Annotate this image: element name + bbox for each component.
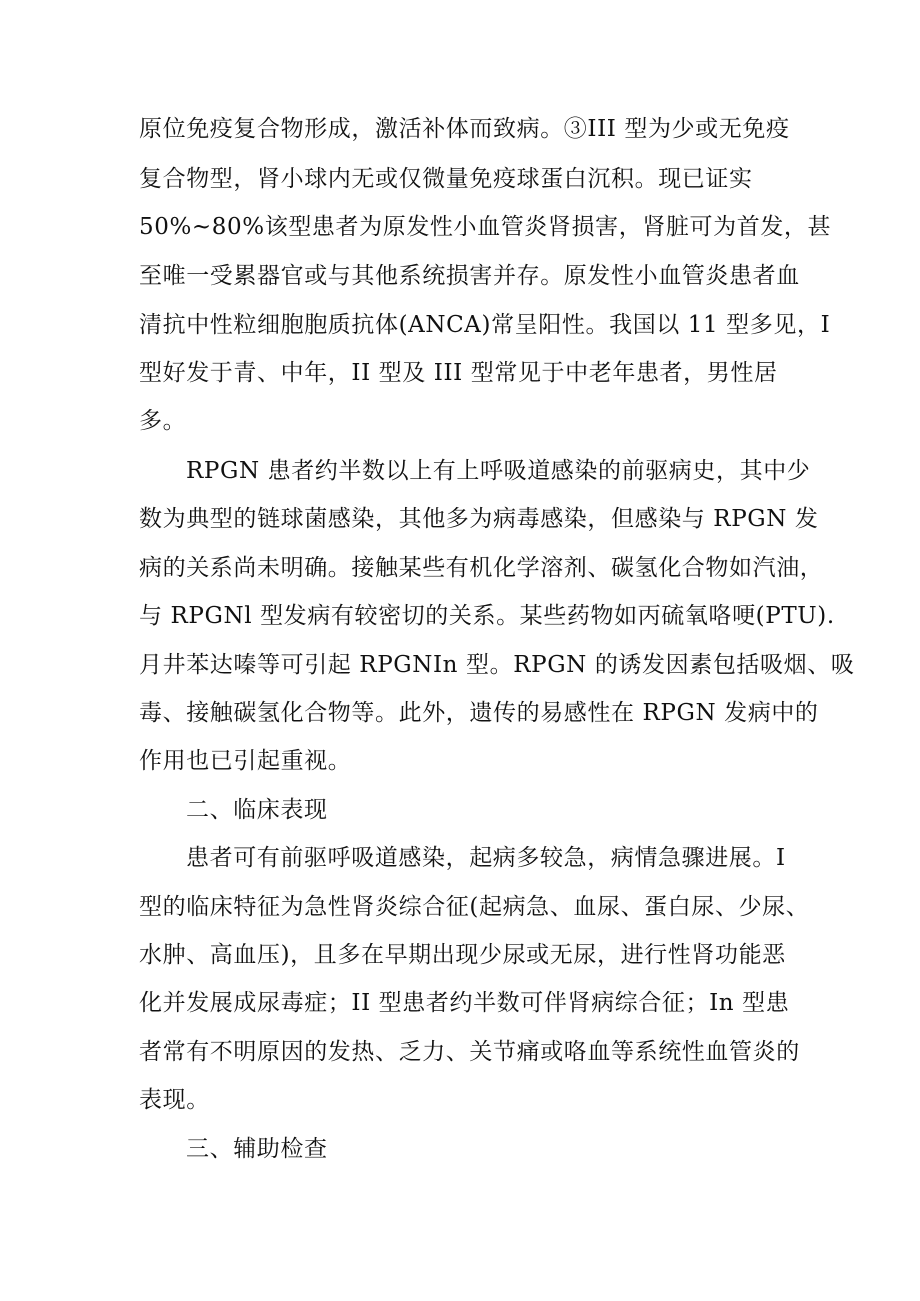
section-heading: 二、临床表现	[186, 797, 328, 823]
text-line: 数为典型的链球菌感染，其他多为病毒感染，但感染与 RPGN 发	[139, 506, 819, 532]
text-line: 毒、接触碳氢化合物等。此外，遗传的易感性在 RPGN 发病中的	[139, 700, 819, 726]
text-line: 月井苯达嗪等可引起 RPGNIn 型。RPGN 的诱发因素包括吸烟、吸	[139, 652, 855, 678]
text-line: 清抗中性粒细胞胞质抗体(ANCA)常呈阳性。我国以 11 型多见，I	[139, 312, 831, 338]
text-line: 50%~80%该型患者为原发性小血管炎肾损害，肾脏可为首发，甚	[139, 214, 832, 240]
text-line: 病的关系尚未明确。接触某些有机化学溶剂、碳氢化合物如汽油，	[139, 555, 824, 581]
text-line: 表现。	[139, 1087, 210, 1113]
text-line: 复合物型，肾小球内无或仅微量免疫球蛋白沉积。现已证实	[139, 166, 753, 192]
paragraph-first-line: RPGN 患者约半数以上有上呼吸道感染的前驱病史，其中少	[186, 458, 811, 484]
text-line: 原位免疫复合物形成，激活补体而致病。③III 型为少或无免疫	[139, 116, 790, 142]
text-line: 作用也已引起重视。	[139, 748, 352, 774]
text-line: 水肿、高血压)，且多在早期出现少尿或无尿，进行性肾功能恶	[139, 942, 786, 968]
text-line: 至唯一受累器官或与其他系统损害并存。原发性小血管炎患者血	[139, 263, 800, 289]
text-line: 多。	[139, 408, 187, 434]
paragraph-first-line: 患者可有前驱呼吸道感染，起病多较急，病情急骤进展。I	[186, 845, 786, 871]
text-line: 型的临床特征为急性肾炎综合征(起病急、血尿、蛋白尿、少尿、	[139, 894, 810, 920]
text-line: 者常有不明原因的发热、乏力、关节痛或咯血等系统性血管炎的	[139, 1039, 800, 1065]
text-line: 与 RPGNl 型发病有较密切的关系。某些药物如丙硫氧咯哽(PTU).	[139, 603, 835, 629]
section-heading: 三、辅助检查	[186, 1136, 328, 1162]
text-line: 化并发展成尿毒症；II 型患者约半数可伴肾病综合征；In 型患	[139, 990, 790, 1016]
text-line: 型好发于青、中年，II 型及 III 型常见于中老年患者，男性居	[139, 360, 778, 386]
